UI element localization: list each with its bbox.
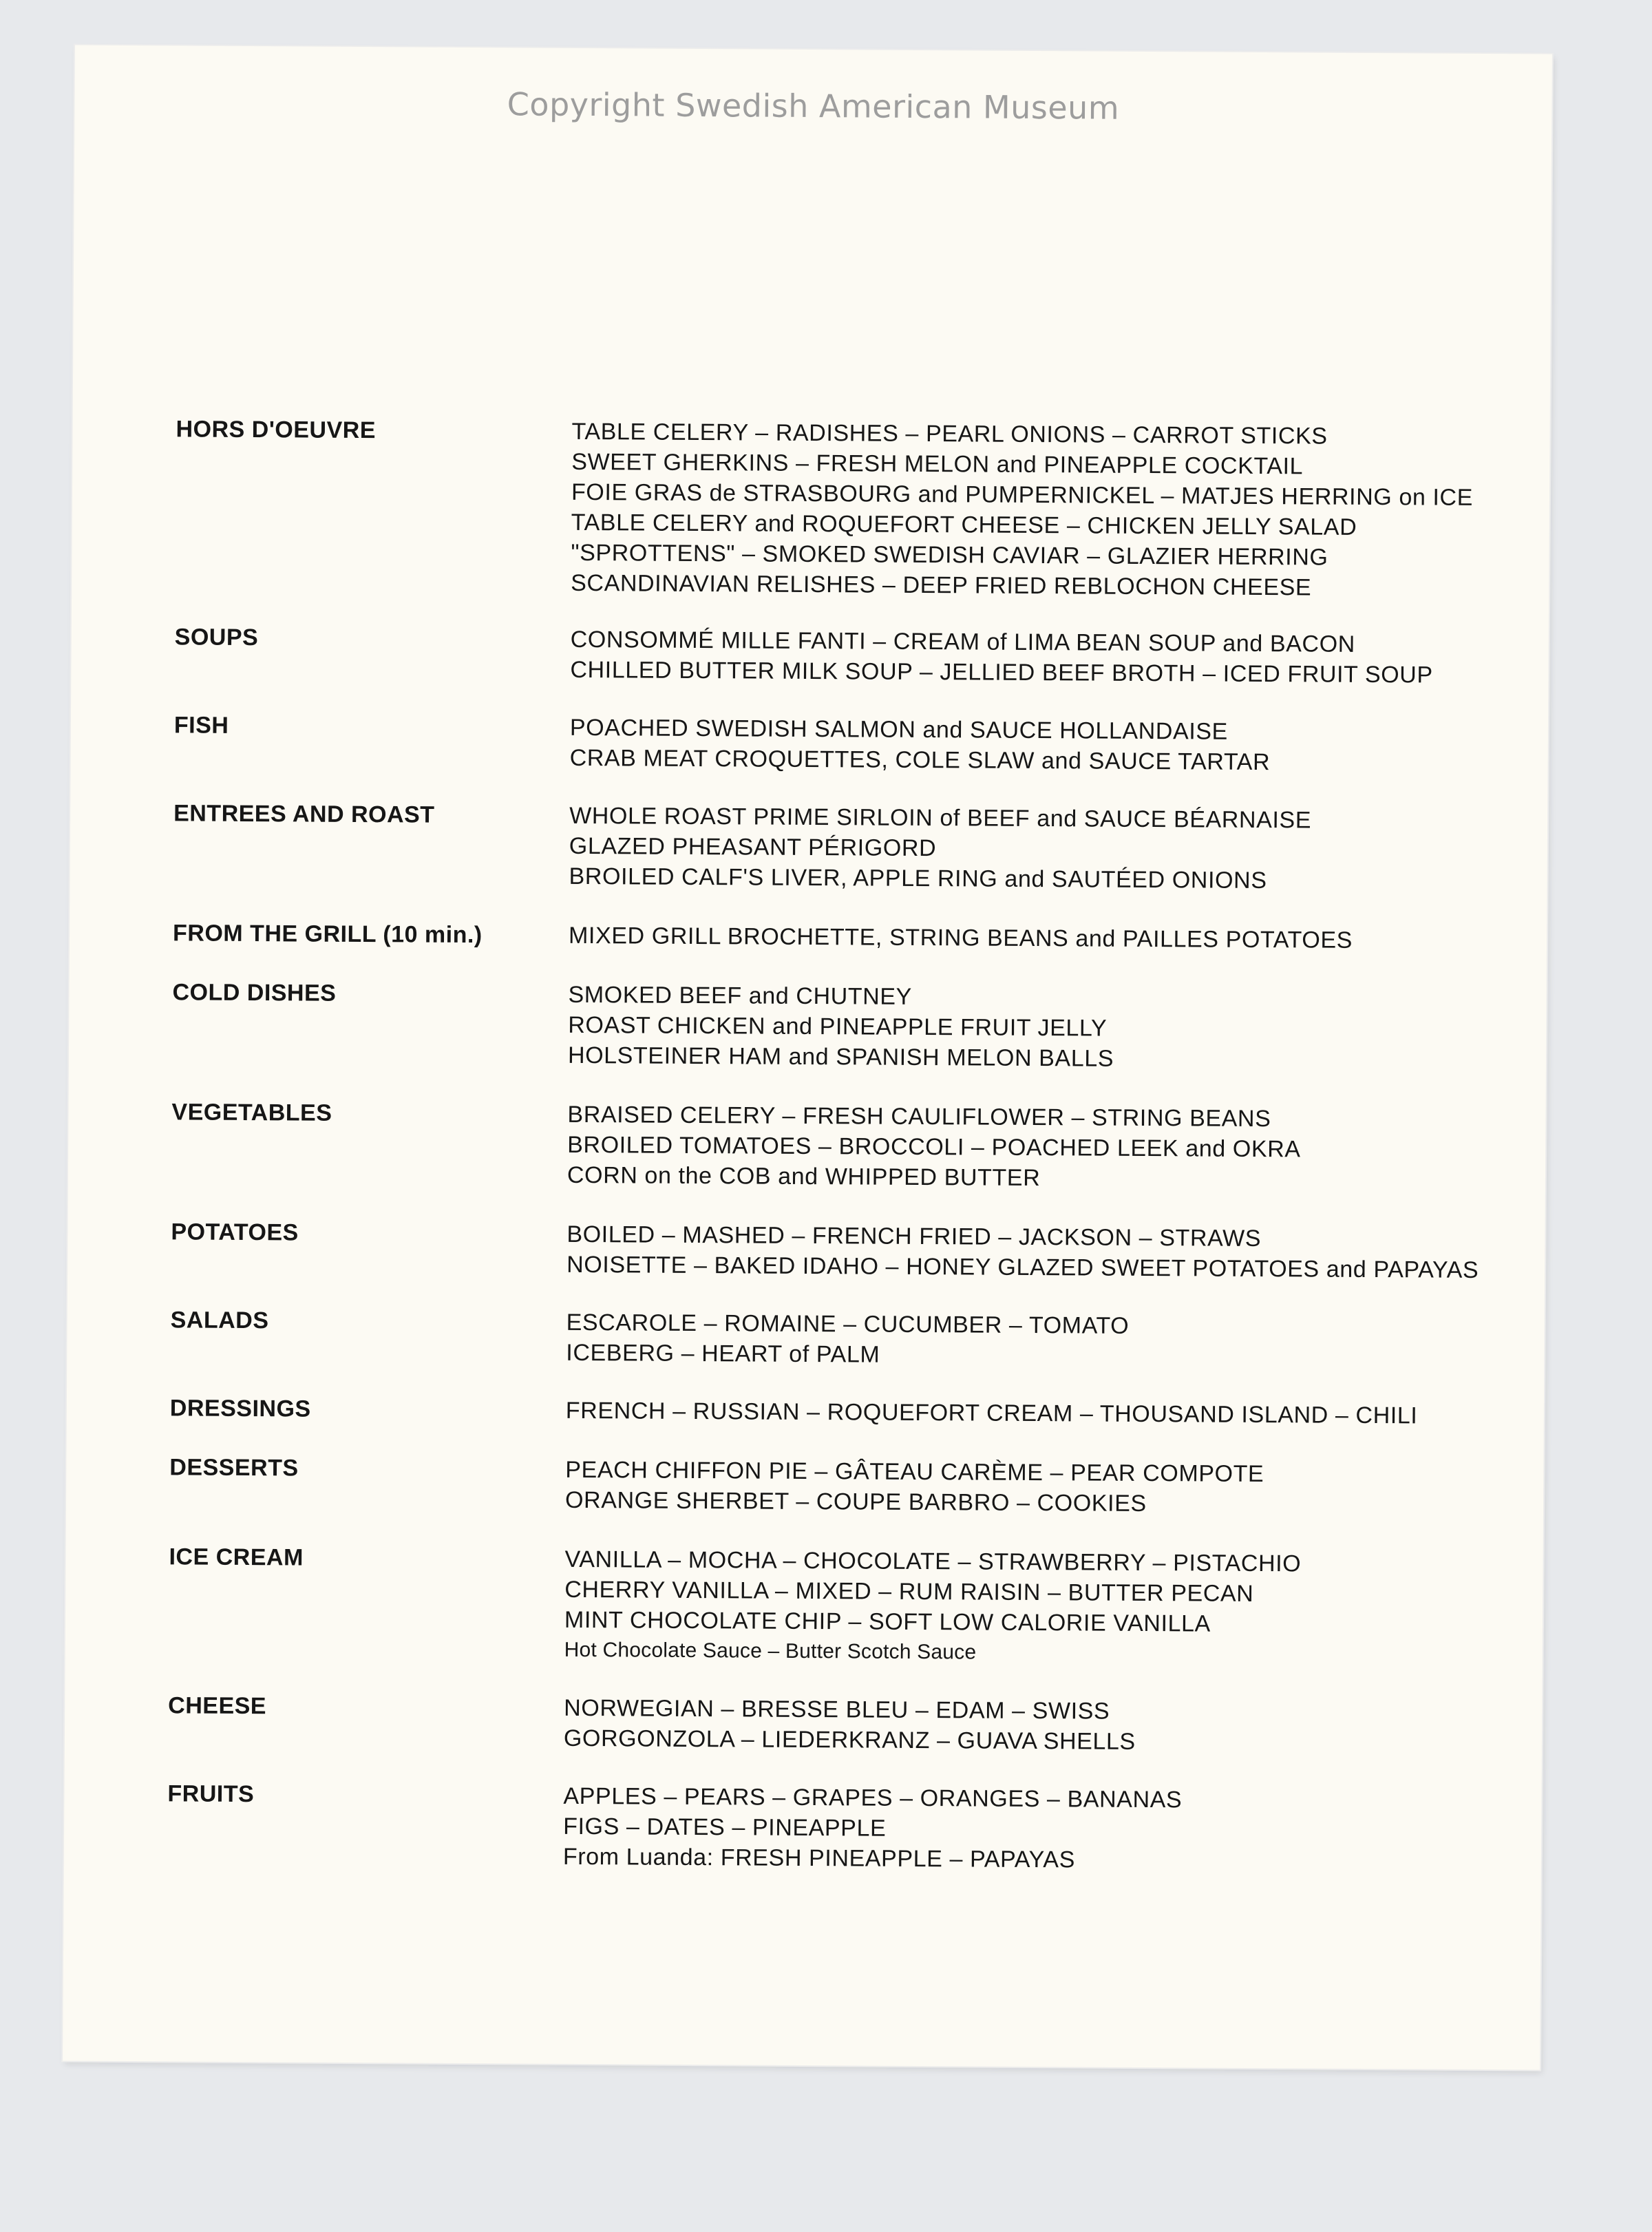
menu-line: SMOKED BEEF and CHUTNEY [568,981,913,1010]
menu-line: CONSOMMÉ MILLE FANTI – CREAM of LIMA BEAN SOUP and BACON [570,626,1355,657]
menu-section-vegetables [171,1097,1514,1196]
section-heading: HORS D'OEUVRE [176,416,377,444]
menu-section-potatoes [171,1217,1514,1285]
menu-line: MIXED GRILL BROCHETTE, STRING BEANS and PAILLES POTATOES [568,922,1353,954]
section-heading: POTATOES [171,1219,299,1246]
menu-line: ICEBERG – HEART of PALM [566,1339,880,1368]
section-heading: ICE CREAM [169,1544,304,1571]
menu-line: MINT CHOCOLATE CHIP – SOFT LOW CALORIE VANILLA [564,1606,1211,1637]
section-items [571,417,1518,604]
section-items [570,624,1517,691]
menu-section-desserts [169,1452,1512,1521]
menu-line: POACHED SWEDISH SALMON and SAUCE HOLLANDAISE [569,714,1229,745]
menu-section-soups [174,622,1517,691]
menu-line: SCANDINAVIAN RELISHES – DEEP FRIED REBLOCHON CHEESE [571,569,1312,601]
menu-section-fruits [167,1778,1510,1877]
section-heading: ENTREES AND ROAST [173,800,435,828]
menu-line: VANILLA – MOCHA – CHOCOLATE – STRAWBERRY – PISTACHIO [564,1546,1302,1577]
section-items [565,1455,1512,1521]
menu-line: CRAB MEAT CROQUETTES, COLE SLAW and SAUCE TARTAR [569,744,1271,776]
menu-page [63,45,1552,2070]
menu-line: FOIE GRAS de STRASBOURG and PUMPERNICKEL – MATJES HERRING on ICE [571,478,1474,511]
copyright-watermark: Copyright Swedish American Museum [507,85,1120,127]
menu-section-salads [170,1305,1513,1373]
menu-section-cold-dishes [172,977,1515,1076]
section-items [568,980,1515,1076]
section-heading: COLD DISHES [172,979,337,1007]
section-heading: FROM THE GRILL (10 min.) [172,920,483,949]
menu-line: CHERRY VANILLA – MIXED – RUM RAISIN – BUTTER PECAN [564,1576,1254,1607]
menu-line: CHILLED BUTTER MILK SOUP – JELLIED BEEF BROTH – ICED FRUIT SOUP [570,656,1433,688]
menu-line: ESCAROLE – ROMAINE – CUCUMBER – TOMATO [566,1309,1130,1339]
section-heading: DESSERTS [169,1454,299,1482]
menu-line: NORWEGIAN – BRESSE BLEU – EDAM – SWISS [564,1694,1110,1725]
section-heading: SALADS [170,1307,269,1334]
section-heading: DRESSINGS [169,1395,311,1422]
section-items [564,1693,1511,1759]
section-heading: SOUPS [174,624,259,651]
menu-line: HOLSTEINER HAM and SPANISH MELON BALLS [567,1042,1114,1072]
menu-line: TABLE CELERY – RADISHES – PEARL ONIONS – CARROT STICKS [571,418,1328,450]
menu-section-cheese [168,1690,1511,1759]
menu-line: ORANGE SHERBET – COUPE BARBRO – COOKIES [564,1486,1147,1517]
section-heading: CHEESE [168,1692,267,1720]
menu-line: SWEET GHERKINS – FRESH MELON and PINEAPPLE COCKTAIL [571,448,1304,480]
section-items [567,1099,1514,1196]
menu-line: BOILED – MASHED – FRENCH FRIED – JACKSON – STRAWS [566,1221,1262,1252]
menu-line: BRAISED CELERY – FRESH CAULIFLOWER – STRING BEANS [567,1101,1271,1133]
section-items [569,920,1515,956]
menu-line: CORN on the COB and WHIPPED BUTTER [566,1161,1041,1192]
menu-line: TABLE CELERY and ROQUEFORT CHEESE – CHICKEN JELLY SALAD [571,509,1357,540]
section-items [563,1781,1510,1877]
menu-line: BROILED TOMATOES – BROCCOLI – POACHED LEEK and OKRA [567,1131,1301,1163]
section-items [566,1219,1514,1285]
section-heading: FISH [173,712,229,739]
menu-section-from-the-grill [173,918,1515,956]
menu-section-hors-doeuvre [175,414,1518,604]
menu-line: FIGS – DATES – PINEAPPLE [563,1813,887,1842]
menu-section-dressings [170,1393,1512,1431]
section-heading: VEGETABLES [171,1099,332,1126]
menu-line: NOISETTE – BAKED IDAHO – HONEY GLAZED SWEET POTATOES and PAPAYAS [566,1251,1479,1283]
menu-body [167,414,1518,1877]
menu-section-entrees-and-roast [173,798,1516,897]
section-items [569,801,1516,897]
menu-line: FRENCH – RUSSIAN – ROQUEFORT CREAM – THOUSAND ISLAND – CHILI [565,1397,1418,1429]
menu-line: APPLES – PEARS – GRAPES – ORANGES – BANANAS [563,1782,1183,1813]
menu-line: GORGONZOLA – LIEDERKRANZ – GUAVA SHELLS [563,1725,1136,1755]
menu-line: GLAZED PHEASANT PÉRIGORD [569,832,937,862]
section-items [564,1544,1512,1671]
section-heading: FRUITS [167,1780,255,1808]
section-items [570,713,1517,779]
section-items [566,1307,1513,1373]
menu-line: "SPROTTENS" – SMOKED SWEDISH CAVIAR – GLAZIER HERRING [571,539,1328,571]
menu-line: From Luanda: FRESH PINEAPPLE – PAPAYAS [562,1843,1076,1873]
menu-line: BROILED CALF'S LIVER, APPLE RING and SAUTÉED ONIONS [569,863,1267,894]
menu-line: ROAST CHICKEN and PINEAPPLE FRUIT JELLY [568,1011,1108,1042]
menu-section-fish [174,710,1517,779]
menu-line-sauces: Hot Chocolate Sauce – Butter Scotch Sauce [564,1638,977,1664]
menu-line: PEACH CHIFFON PIE – GÂTEAU CARÈME – PEAR COMPOTE [565,1456,1264,1488]
menu-section-ice-cream [169,1541,1512,1671]
menu-line: WHOLE ROAST PRIME SIRLOIN of BEEF and SAUCE BÉARNAISE [569,802,1312,834]
section-items [566,1396,1512,1431]
